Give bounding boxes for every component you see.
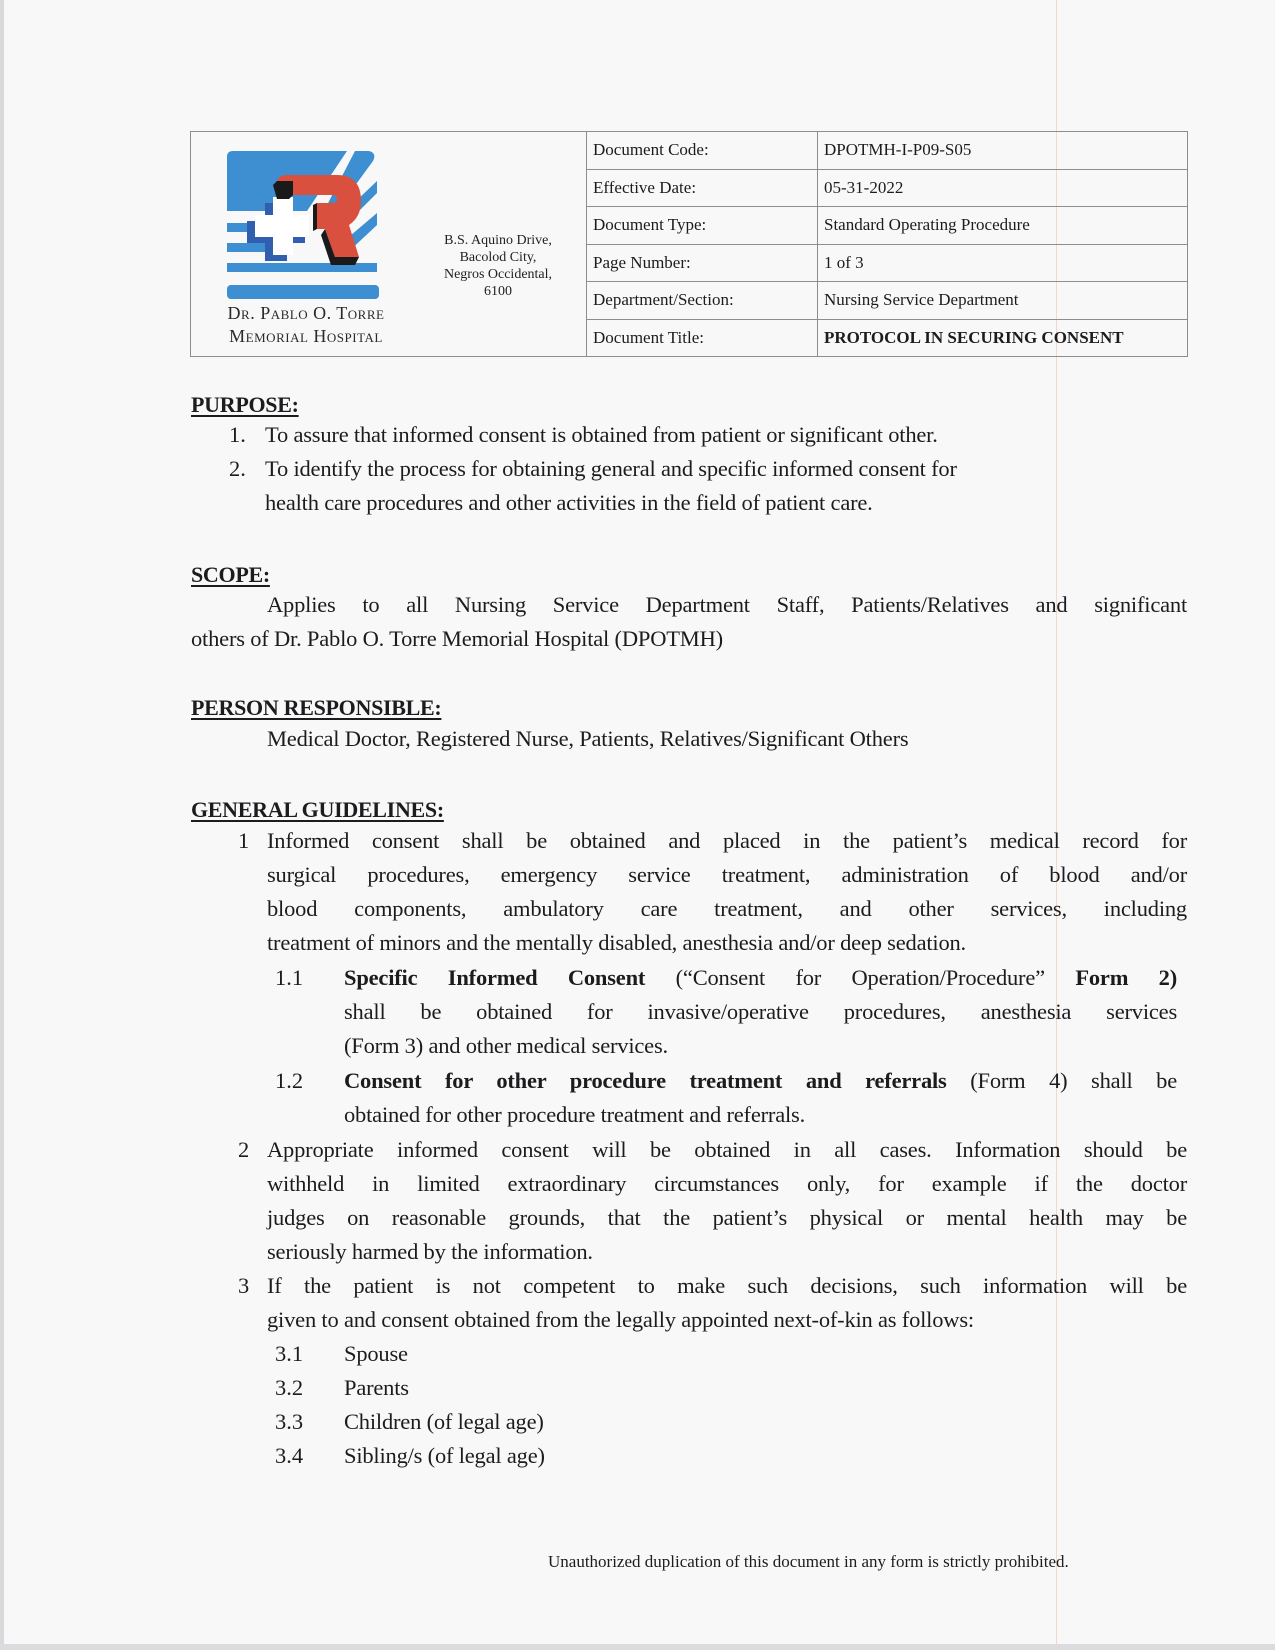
person-responsible-heading: PERSON RESPONSIBLE: <box>191 695 442 720</box>
address-line: 6100 <box>484 284 512 299</box>
purpose-item-2-line2: health care procedures and other activities in the field of patient care. <box>265 490 873 515</box>
info-row-document-title <box>587 320 1187 357</box>
scope-line-1: Applies to all Nursing Service Department Staff, Patients/Relatives and significant <box>267 592 1187 617</box>
list-number: 3 <box>238 1273 250 1298</box>
info-row-document-type <box>587 207 1187 245</box>
list-number: 3.1 <box>275 1341 304 1366</box>
list-number: 1.2 <box>275 1068 304 1093</box>
guideline-2-line: seriously harmed by the information. <box>267 1239 593 1264</box>
next-of-kin-item: Sibling/s (of legal age) <box>344 1443 545 1468</box>
page-bottom-edge <box>0 1644 1275 1650</box>
page-edge-shadow <box>0 0 4 1650</box>
purpose-item-1: To assure that informed consent is obtained from patient or significant other. <box>265 422 938 447</box>
guideline-1-2-line2: obtained for other procedure treatment and referrals. <box>344 1102 806 1127</box>
text-span: (“Consent for Operation/Procedure” <box>645 965 1076 990</box>
hospital-name <box>201 302 411 348</box>
guideline-3-line: given to and consent obtained from the legally appointed next-of-kin as follows: <box>267 1307 974 1332</box>
list-number: 1. <box>229 422 246 447</box>
list-number: 3.2 <box>275 1375 304 1400</box>
page-number-value: 1 of 3 <box>824 252 864 272</box>
bold-term: Specific Informed Consent <box>344 965 646 990</box>
guideline-1-line: surgical procedures, emergency service treatment, administration of blood and/or <box>267 862 1187 887</box>
document-header-table <box>190 131 1188 357</box>
list-number: 1 <box>238 828 250 853</box>
list-number: 3.3 <box>275 1409 304 1434</box>
document-info-grid <box>587 132 1187 356</box>
guideline-1-1-line2: shall be obtained for invasive/operative procedures, anesthesia services <box>344 999 1177 1024</box>
department-value: Nursing Service Department <box>824 290 1019 310</box>
info-label: Page Number: <box>587 245 818 282</box>
bold-term: Consent for other procedure treatment and referrals <box>344 1068 947 1093</box>
document-type-value: Standard Operating Procedure <box>824 215 1030 235</box>
next-of-kin-item: Children (of legal age) <box>344 1409 544 1434</box>
info-row-department <box>587 282 1187 320</box>
footer-disclaimer: Unauthorized duplication of this document in any form is strictly prohibited. <box>548 1552 1069 1571</box>
guideline-1-line: treatment of minors and the mentally disabled, anesthesia and/or deep sedation. <box>267 930 966 955</box>
hospital-name-line1: Dr. Pablo O. Torre <box>227 303 385 323</box>
guideline-1-line: blood components, ambulatory care treatment, and other services, including <box>267 896 1187 921</box>
logo-cell <box>191 132 587 356</box>
bold-term: Form 2) <box>1075 965 1177 990</box>
document-code-value: DPOTMH-I-P09-S05 <box>824 140 972 160</box>
info-label: Document Type: <box>587 207 818 244</box>
info-label: Department/Section: <box>587 282 818 319</box>
info-row-page-number <box>587 245 1187 283</box>
guideline-2-line: judges on reasonable grounds, that the patient’s physical or mental health may be <box>267 1205 1187 1230</box>
next-of-kin-item: Parents <box>344 1375 409 1400</box>
info-row-effective-date <box>587 170 1187 208</box>
list-number: 2 <box>238 1137 250 1162</box>
guideline-2-line: withheld in limited extraordinary circumstances only, for example if the doctor <box>267 1171 1187 1196</box>
guideline-2-line: Appropriate informed consent will be obtained in all cases. Information should be <box>267 1137 1187 1162</box>
hospital-name-line2: Memorial Hospital <box>229 326 383 346</box>
next-of-kin-item: Spouse <box>344 1341 408 1366</box>
list-number: 1.1 <box>275 965 304 990</box>
guideline-1-line: Informed consent shall be obtained and placed in the patient’s medical record for <box>267 828 1187 853</box>
hospital-logo-icon <box>227 151 383 301</box>
info-label: Document Code: <box>587 132 818 169</box>
purpose-heading: PURPOSE: <box>191 392 299 417</box>
address-line: B.S. Aquino Drive, <box>444 233 552 248</box>
address-line: Bacolod City, <box>459 250 537 265</box>
guideline-3-line: If the patient is not competent to make such decisions, such information will be <box>267 1273 1187 1298</box>
scope-line-2: others of Dr. Pablo O. Torre Memorial Hospital (DPOTMH) <box>191 626 723 651</box>
text-span: (Form 4) shall be <box>946 1068 1177 1093</box>
info-label: Document Title: <box>587 320 818 357</box>
general-guidelines-heading: GENERAL GUIDELINES: <box>191 797 444 822</box>
document-title-value: PROTOCOL IN SECURING CONSENT <box>824 327 1124 347</box>
effective-date-value: 05-31-2022 <box>824 177 904 197</box>
purpose-item-2-line1: To identify the process for obtaining general and specific informed consent for <box>265 456 957 481</box>
guideline-1-1-line3: (Form 3) and other medical services. <box>344 1033 668 1058</box>
address-line: Negros Occidental, <box>443 267 553 282</box>
guideline-1-2-line1 <box>344 1068 1177 1094</box>
info-label: Effective Date: <box>587 170 818 207</box>
list-number: 2. <box>229 456 246 481</box>
person-responsible-text: Medical Doctor, Registered Nurse, Patients, Relatives/Significant Others <box>267 726 909 751</box>
hospital-address <box>413 232 583 300</box>
scope-heading: SCOPE: <box>191 562 270 587</box>
info-row-document-code <box>587 132 1187 170</box>
list-number: 3.4 <box>275 1443 304 1468</box>
guideline-1-1-line1 <box>344 965 1177 991</box>
